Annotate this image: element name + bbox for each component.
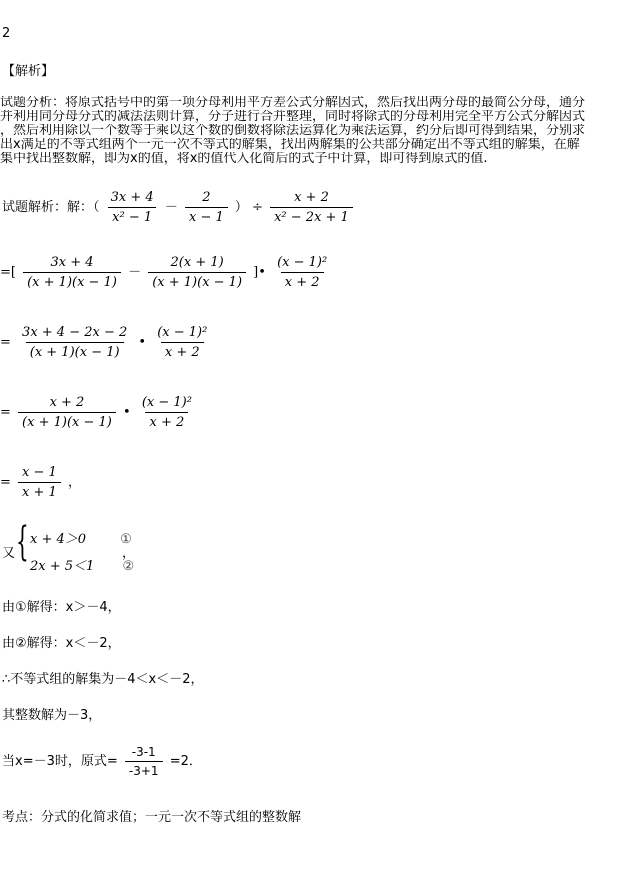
fraction — [270, 190, 353, 225]
step-4-expression — [0, 465, 81, 500]
fraction-denominator: (x + 1)(x − 1) — [18, 412, 116, 430]
close-bracket: ] — [253, 265, 259, 280]
fraction-numerator: 2 — [202, 190, 211, 205]
dot-sign: • — [123, 405, 131, 420]
fraction — [273, 255, 331, 290]
analysis-line-1: 试题分析：将原式括号中的第一项分母利用平方差公式分解因式，然后找出两分母的最简公分母，通分 — [0, 96, 586, 110]
original-expression — [2, 190, 356, 225]
analysis-line-4: 出x满足的不等式组两个一元一次不等式的解集，找出两解集的公共部分确定出不等式组的解集，在解 — [0, 138, 580, 152]
fraction-numerator: x − 1 — [22, 465, 57, 480]
circled-two-mark: ② — [122, 559, 135, 574]
fraction-numerator: 2(x + 1) — [170, 255, 224, 270]
system-prefix: 又 — [2, 546, 16, 561]
eq-open-bracket: =[ — [0, 265, 16, 280]
step-3-expression — [0, 395, 199, 430]
fraction-denominator: x + 1 — [18, 482, 61, 500]
fraction — [185, 190, 228, 225]
fraction — [23, 255, 121, 290]
section-heading: 【解析】 — [2, 64, 55, 79]
system-equation-2 — [30, 555, 134, 574]
fraction — [18, 465, 61, 500]
analysis-line-5: 集中找出整数解，即为x的值，将x的值代入化简后的式子中计算，即可得到原式的值. — [0, 152, 488, 166]
system-tail: ， — [122, 546, 136, 561]
inequality-2: 2x + 5＜1 — [30, 559, 95, 574]
substitute-prefix: 当x=－3时，原式= — [2, 754, 118, 769]
fraction-numerator: 3x + 4 — [110, 190, 154, 205]
fraction-denominator: (x + 1)(x − 1) — [23, 272, 121, 290]
fraction-numerator: 3x + 4 — [50, 255, 94, 270]
fraction-denominator: x + 2 — [161, 342, 204, 360]
fraction-denominator: x² − 2x + 1 — [270, 207, 353, 225]
inequality-1: x + 4＞0 — [30, 532, 87, 547]
eq-sign: = — [0, 335, 11, 350]
fraction — [148, 255, 246, 290]
analysis-line-2: 并利用同分母分式的减法法则计算，分子进行合并整理，同时将除式的分母利用完全平方公式分解因式 — [0, 110, 586, 124]
fraction — [107, 190, 158, 225]
fraction-numerator: x + 2 — [49, 395, 85, 410]
eq-sign: = — [0, 475, 11, 490]
fraction-denominator: x² − 1 — [108, 207, 156, 225]
fraction-denominator: (x + 1)(x − 1) — [148, 272, 246, 290]
integer-solution-line: 其整数解为－3， — [2, 708, 102, 723]
solve-2-line: 由②解得：x＜－2， — [2, 636, 121, 651]
fraction-denominator: -3+1 — [125, 761, 163, 778]
kaodian-line: 考点：分式的化简求值；一元一次不等式组的整数解 — [2, 810, 302, 825]
dot-sign: • — [258, 265, 266, 280]
analysis-line-3: ，然后利用除以一个数等于乘以这个数的倒数将除法运算化为乘法运算，约分后即可得到结果，分别求 — [0, 124, 586, 138]
fraction — [18, 325, 131, 360]
fraction-numerator: (x − 1)² — [141, 395, 192, 410]
solution-set-line: ∴不等式组的解集为－4＜x＜－2， — [2, 672, 204, 687]
fraction-numerator: (x − 1)² — [157, 325, 208, 340]
fraction-numerator: -3-1 — [131, 745, 156, 759]
dot-sign: • — [138, 335, 147, 350]
fraction — [153, 325, 211, 360]
fraction-numerator: x + 2 — [294, 190, 329, 205]
divide-sign: ÷ — [252, 200, 263, 215]
system-equation-1 — [30, 528, 132, 547]
left-brace-icon: { — [16, 519, 29, 565]
step-2-expression — [0, 325, 214, 360]
fraction-denominator: x + 2 — [281, 272, 324, 290]
minus-sign: － — [128, 265, 142, 280]
fraction-numerator: 3x + 4 − 2x − 2 — [22, 325, 128, 340]
substitute-result: =2． — [169, 754, 202, 769]
eq-sign: = — [0, 405, 11, 420]
minus-sign: － — [164, 200, 178, 215]
fraction — [18, 395, 116, 430]
close-paren: ） — [234, 200, 248, 215]
fraction-numerator: (x − 1)² — [277, 255, 328, 270]
analysis-paragraph — [0, 96, 630, 166]
solution-label: 试题解析：解：（ — [2, 200, 100, 215]
substitute-line — [2, 745, 202, 778]
fraction — [138, 395, 196, 430]
circled-one-mark: ① — [120, 532, 132, 547]
page-number: 2 — [2, 26, 11, 41]
fraction — [125, 745, 163, 778]
solve-1-line: 由①解得：x＞－4， — [2, 600, 121, 615]
fraction-denominator: (x + 1)(x − 1) — [26, 342, 124, 360]
fraction-denominator: x + 2 — [145, 412, 188, 430]
fraction-denominator: x − 1 — [185, 207, 228, 225]
trailing-comma: ， — [67, 475, 81, 490]
step-1-expression — [0, 255, 334, 290]
